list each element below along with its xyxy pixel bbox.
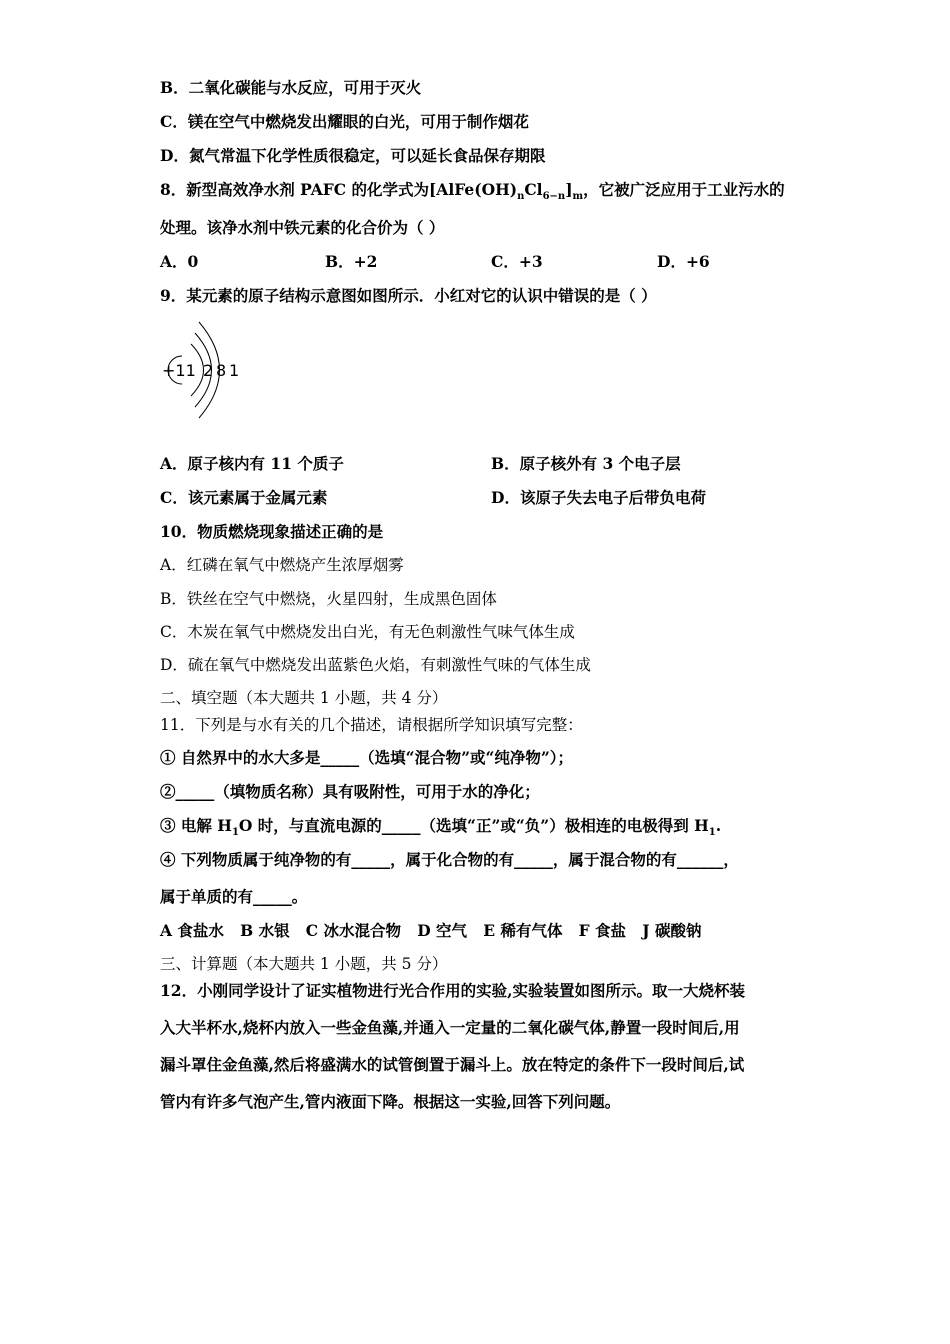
q7-option-d: D．氮气常温下化学性质很稳定，可以延长食品保存期限	[160, 146, 546, 165]
q11-part3-text: ③ 电解 H	[160, 816, 232, 835]
q8-stem-part: 8．新型高效净水剂 PAFC 的化学式为[AlFe(OH)	[160, 180, 518, 199]
shell-2-electrons: 8	[216, 361, 227, 380]
q8-subscript: 6−n	[542, 191, 566, 203]
q8-stem-part: ，它被广泛应用于工业污水的	[583, 180, 785, 199]
q10-option-a: A．红磷在氧气中燃烧产生浓厚烟雾	[160, 556, 404, 574]
q8-option-a: A．0	[160, 252, 199, 271]
section-2-heading: 二、填空题（本大题共 1 小题，共 4 分）	[160, 689, 448, 707]
q12-line2: 入大半杯水,烧杯内放入一些金鱼藻,并通入一定量的二氧化碳气体,静置一段时间后,用	[160, 1018, 740, 1037]
q9-stem: 9．某元素的原子结构示意图如图所示．小红对它的认识中错误的是（ ）	[160, 286, 657, 305]
q11-part1: ① 自然界中的水大多是_____（选填“混合物”或“纯净物”）；	[160, 748, 574, 767]
q11-part4-line2: 属于单质的有_____。	[160, 887, 308, 906]
q9-option-b: B．原子核外有 3 个电子层	[491, 454, 681, 473]
q8-stem-part: ]	[565, 180, 573, 199]
q8-subscript: m	[572, 191, 584, 203]
q7-option-c: C．镁在空气中燃烧发出耀眼的白光，可用于制作烟花	[160, 112, 529, 131]
nucleus-charge: +11	[162, 361, 196, 380]
q10-option-b: B．铁丝在空气中燃烧，火星四射，生成黑色固体	[160, 590, 497, 608]
q11-part2: ②_____（填物质名称）具有吸附性，可用于水的净化；	[160, 782, 540, 801]
q8-stem-line1	[160, 180, 785, 203]
q10-option-d: D．硫在氧气中燃烧发出蓝紫色火焰，有刺激性气味的气体生成	[160, 656, 591, 674]
shell-3-electrons: 1	[229, 361, 240, 380]
q11-part3-text: O 时，与直流电源的_____（选填“正”或“负”）极相连的电极得到 H	[238, 816, 709, 835]
q9-option-a: A．原子核内有 11 个质子	[160, 454, 344, 473]
q11-part3	[160, 816, 722, 839]
section-3-heading: 三、计算题（本大题共 1 小题，共 5 分）	[160, 955, 448, 973]
q9-option-d: D．该原子失去电子后带负电荷	[491, 488, 706, 507]
q8-option-c: C．+3	[491, 252, 543, 271]
q12-line4: 管内有许多气泡产生,管内液面下降。根据这一实验,回答下列问题。	[160, 1092, 621, 1111]
q11-part4-line1: ④ 下列物质属于纯净物的有_____，属于化合物的有_____，属于混合物的有______，	[160, 850, 739, 869]
q11-part3-subscript: 1	[708, 827, 716, 839]
q11-part3-text: .	[715, 816, 722, 835]
q8-subscript: n	[517, 191, 525, 203]
atom-structure-diagram	[158, 316, 258, 426]
q10-option-c: C．木炭在氧气中燃烧发出白光，有无色刺激性气味气体生成	[160, 623, 575, 641]
q8-stem-part: Cl	[524, 180, 543, 199]
q8-option-b: B．+2	[325, 252, 378, 271]
q12-line3: 漏斗罩住金鱼藻,然后将盛满水的试管倒置于漏斗上。放在特定的条件下一段时间后,试	[160, 1055, 745, 1074]
q8-stem-line2: 处理。该净水剂中铁元素的化合价为（ ）	[160, 218, 445, 237]
q12-line1: 12．小刚同学设计了证实植物进行光合作用的实验,实验装置如图所示。取一大烧杯装	[160, 981, 745, 1000]
q11-part3-subscript: 1	[231, 827, 239, 839]
q10-stem: 10．物质燃烧现象描述正确的是	[160, 522, 384, 541]
q11-choices: A 食盐水 B 水银 C 冰水混合物 D 空气 E 稀有气体 F 食盐 J 碳酸钠	[160, 921, 702, 940]
q7-option-b: B．二氧化碳能与水反应，可用于灭火	[160, 78, 422, 97]
shell-1-electrons: 2	[203, 361, 214, 380]
q11-stem: 11．下列是与水有关的几个描述，请根据所学知识填写完整：	[160, 716, 583, 734]
q9-option-c: C．该元素属于金属元素	[160, 488, 328, 507]
q8-option-d: D．+6	[657, 252, 710, 271]
